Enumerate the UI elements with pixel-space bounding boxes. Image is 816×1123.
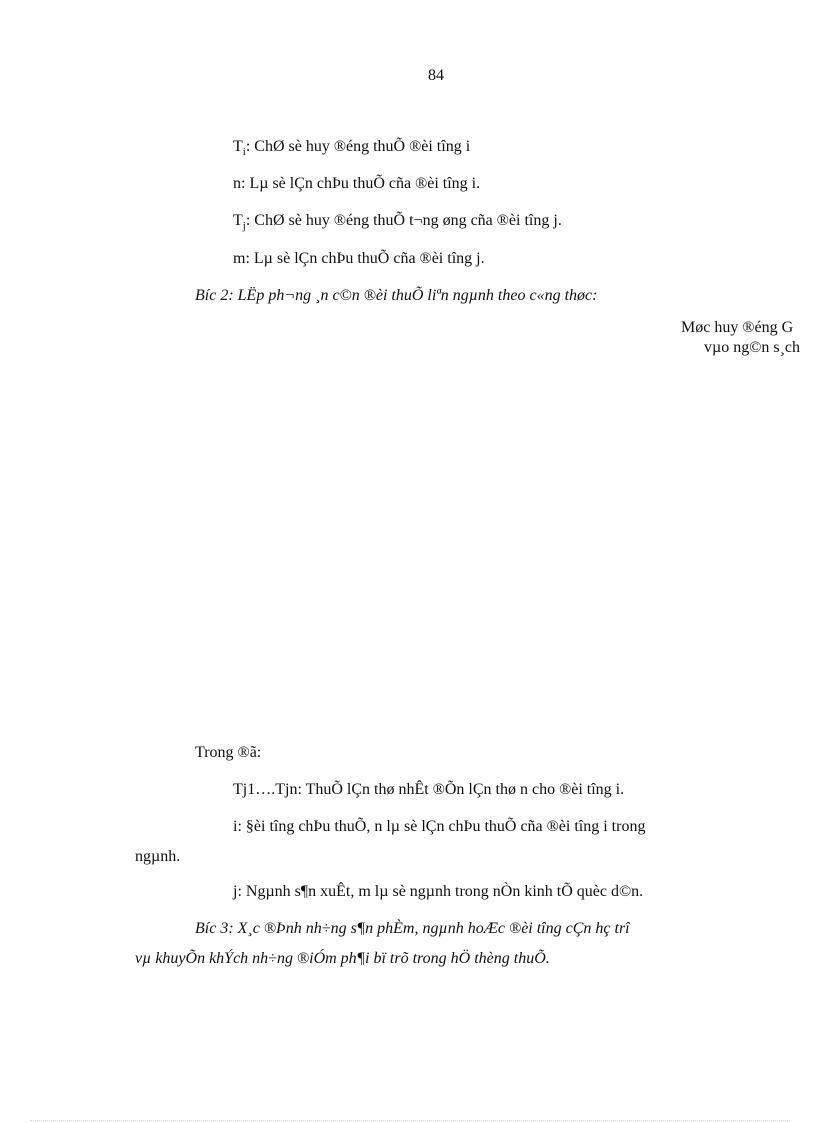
definition-i-line-2: ngµnh. <box>135 848 181 865</box>
definition-i-line-1: i: §èi tîng chÞu thuÕ, n lµ sè lÇn chÞu thuÕ cña ®èi tîng i trong <box>233 818 646 835</box>
subscript: j <box>242 220 246 232</box>
definition-ti <box>233 137 470 157</box>
trong-do-label: Trong ®ã: <box>195 744 262 761</box>
symbol: T <box>233 212 243 229</box>
subscript: i <box>242 146 246 158</box>
step-2-heading: Bíc 2: LËp ph¬ng ¸n c©n ®èi thuÕ liªn ngµnh theo c«ng thøc: <box>195 287 598 304</box>
definition-text: : Lµ sè lÇn chÞu thuÕ cña ®èi tîng j. <box>245 250 485 267</box>
symbol: T <box>233 138 243 155</box>
definition-text: : ChØ sè huy ®éng thuÕ t¬ng øng cña ®èi tîng j. <box>245 212 562 229</box>
definition-m <box>233 249 485 269</box>
page-bottom-rule <box>30 1120 790 1121</box>
right-note-line-1: Møc huy ®éng G <box>681 319 794 336</box>
page-number: 84 <box>428 67 444 84</box>
definition-n <box>233 174 480 194</box>
definition-text: : ChØ sè huy ®éng thuÕ ®èi tîng i <box>245 138 471 155</box>
definition-tj-range: Tj1….Tjn: ThuÕ lÇn thø nhÊt ®Õn lÇn thø n cho ®èi tîng i. <box>233 781 625 798</box>
step-3-line-1: Bíc 3: X¸c ®Þnh nh÷ng s¶n phÈm, ngµnh hoÆc ®èi tîng cÇn hç trî <box>195 920 630 937</box>
definition-text: : Lµ sè lÇn chÞu thuÕ cña ®èi tîng i. <box>241 175 481 192</box>
definition-j: j: Ngµnh s¶n xuÊt, m lµ sè ngµnh trong nÒn kinh tÕ quèc d©n. <box>233 883 644 900</box>
right-note-line-2: vµo ng©n s¸ch <box>704 339 801 356</box>
symbol: n <box>233 175 241 192</box>
definition-tj <box>233 211 562 231</box>
step-3-line-2: vµ khuyÕn khÝch nh÷ng ®iÓm ph¶i bï trõ trong hÖ thèng thuÕ. <box>135 950 550 967</box>
symbol: m <box>233 250 246 267</box>
